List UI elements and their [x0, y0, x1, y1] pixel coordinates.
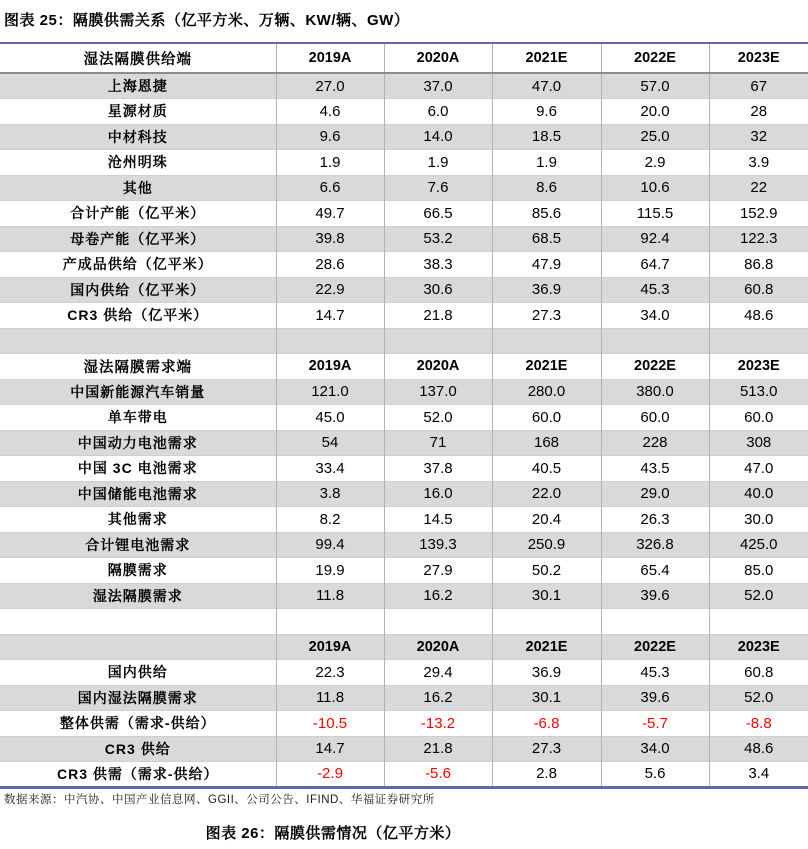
- spacer-cell: [601, 328, 709, 354]
- value-cell: 85.6: [492, 201, 601, 227]
- section-header-label: [0, 634, 276, 660]
- row-label: 沧州明珠: [0, 150, 276, 176]
- row-label: CR3 供需（需求-供给）: [0, 762, 276, 788]
- row-label: 隔膜需求: [0, 558, 276, 584]
- value-cell: 30.1: [492, 583, 601, 609]
- spacer-cell: [0, 609, 276, 635]
- value-cell: 29.4: [384, 660, 492, 686]
- value-cell: 39.6: [601, 583, 709, 609]
- row-label: 国内供给（亿平米）: [0, 277, 276, 303]
- value-cell: 30.0: [709, 507, 808, 533]
- value-cell: 65.4: [601, 558, 709, 584]
- value-cell: 53.2: [384, 226, 492, 252]
- value-cell: 8.2: [276, 507, 384, 533]
- value-cell: 308: [709, 430, 808, 456]
- value-cell: 45.3: [601, 660, 709, 686]
- figure-26-title: 图表 26：隔膜供需情况（亿平方米）: [205, 825, 461, 842]
- value-cell: 19.9: [276, 558, 384, 584]
- column-header: 2020A: [384, 43, 492, 73]
- section-header-label: 湿法隔膜需求端: [0, 354, 276, 380]
- value-cell: 513.0: [709, 379, 808, 405]
- row-label: 星源材质: [0, 99, 276, 125]
- value-cell: 45.3: [601, 277, 709, 303]
- value-cell: 86.8: [709, 252, 808, 278]
- value-cell: 39.6: [601, 685, 709, 711]
- data-source-footer: 数据来源：中汽协、中国产业信息网、GGII、公司公告、IFIND、华福证券研究所: [4, 794, 435, 806]
- value-cell: 57.0: [601, 73, 709, 99]
- value-cell: 21.8: [384, 303, 492, 329]
- table-row: [0, 226, 808, 252]
- column-header: 2022E: [601, 43, 709, 73]
- spacer-cell: [276, 328, 384, 354]
- column-header: 2023E: [709, 634, 808, 660]
- value-cell: 4.6: [276, 99, 384, 125]
- table-row: [0, 150, 808, 176]
- value-cell: 22.9: [276, 277, 384, 303]
- value-cell: 10.6: [601, 175, 709, 201]
- value-cell: 40.0: [709, 481, 808, 507]
- value-cell: 168: [492, 430, 601, 456]
- column-header: 2019A: [276, 634, 384, 660]
- row-label: 中材科技: [0, 124, 276, 150]
- value-cell: 20.0: [601, 99, 709, 125]
- value-cell: 25.0: [601, 124, 709, 150]
- column-header: 2020A: [384, 634, 492, 660]
- section-header-label: 湿法隔膜供给端: [0, 43, 276, 73]
- value-cell: 27.9: [384, 558, 492, 584]
- table-row: [0, 73, 808, 99]
- row-label: 国内湿法隔膜需求: [0, 685, 276, 711]
- table-row: [0, 201, 808, 227]
- row-label: 上海恩捷: [0, 73, 276, 99]
- column-header: 2022E: [601, 634, 709, 660]
- table-row: [0, 558, 808, 584]
- value-cell: 11.8: [276, 685, 384, 711]
- value-cell: 121.0: [276, 379, 384, 405]
- table-row: [0, 660, 808, 686]
- value-cell: 67: [709, 73, 808, 99]
- value-cell: 50.2: [492, 558, 601, 584]
- value-cell: -5.6: [384, 762, 492, 788]
- value-cell: 1.9: [276, 150, 384, 176]
- value-cell: -10.5: [276, 711, 384, 737]
- value-cell: 1.9: [492, 150, 601, 176]
- value-cell: 28: [709, 99, 808, 125]
- row-label: 合计产能（亿平米）: [0, 201, 276, 227]
- row-label: CR3 供给（亿平米）: [0, 303, 276, 329]
- value-cell: 48.6: [709, 736, 808, 762]
- row-label: 其他需求: [0, 507, 276, 533]
- value-cell: 47.0: [492, 73, 601, 99]
- table-row: [0, 507, 808, 533]
- figure-25-title: 图表 25：隔膜供需关系（亿平方米、万辆、KW/辆、GW）: [4, 12, 410, 29]
- row-label: 合计锂电池需求: [0, 532, 276, 558]
- row-label: CR3 供给: [0, 736, 276, 762]
- spacer-cell: [709, 328, 808, 354]
- value-cell: 52.0: [384, 405, 492, 431]
- value-cell: 38.3: [384, 252, 492, 278]
- value-cell: -6.8: [492, 711, 601, 737]
- value-cell: 48.6: [709, 303, 808, 329]
- value-cell: 22: [709, 175, 808, 201]
- column-header: 2022E: [601, 354, 709, 380]
- spacer-cell: [276, 609, 384, 635]
- value-cell: 16.2: [384, 685, 492, 711]
- value-cell: 30.1: [492, 685, 601, 711]
- row-label: 中国 3C 电池需求: [0, 456, 276, 482]
- section-header-row: [0, 43, 808, 73]
- value-cell: 3.9: [709, 150, 808, 176]
- value-cell: -8.8: [709, 711, 808, 737]
- value-cell: 64.7: [601, 252, 709, 278]
- column-header: 2021E: [492, 43, 601, 73]
- value-cell: 1.9: [384, 150, 492, 176]
- value-cell: 60.0: [709, 405, 808, 431]
- table-row: [0, 711, 808, 737]
- spacer-cell: [601, 609, 709, 635]
- value-cell: 68.5: [492, 226, 601, 252]
- value-cell: 30.6: [384, 277, 492, 303]
- value-cell: 36.9: [492, 277, 601, 303]
- value-cell: 37.8: [384, 456, 492, 482]
- value-cell: 5.6: [601, 762, 709, 788]
- row-label: 中国储能电池需求: [0, 481, 276, 507]
- table-row: [0, 99, 808, 125]
- value-cell: -13.2: [384, 711, 492, 737]
- value-cell: 34.0: [601, 303, 709, 329]
- value-cell: 20.4: [492, 507, 601, 533]
- table-row: [0, 736, 808, 762]
- value-cell: 139.3: [384, 532, 492, 558]
- column-header: 2019A: [276, 43, 384, 73]
- row-label: 湿法隔膜需求: [0, 583, 276, 609]
- value-cell: 52.0: [709, 583, 808, 609]
- value-cell: 16.2: [384, 583, 492, 609]
- value-cell: 36.9: [492, 660, 601, 686]
- value-cell: 250.9: [492, 532, 601, 558]
- table-row: [0, 303, 808, 329]
- row-label: 母卷产能（亿平米）: [0, 226, 276, 252]
- value-cell: 7.6: [384, 175, 492, 201]
- spacer-row: [0, 328, 808, 354]
- table-row: [0, 379, 808, 405]
- value-cell: 3.4: [709, 762, 808, 788]
- value-cell: 6.6: [276, 175, 384, 201]
- value-cell: 11.8: [276, 583, 384, 609]
- value-cell: 16.0: [384, 481, 492, 507]
- table-row: [0, 277, 808, 303]
- spacer-row: [0, 609, 808, 635]
- value-cell: 137.0: [384, 379, 492, 405]
- value-cell: 27.3: [492, 303, 601, 329]
- table-row: [0, 532, 808, 558]
- value-cell: 66.5: [384, 201, 492, 227]
- row-label: 其他: [0, 175, 276, 201]
- row-label: 整体供需（需求-供给）: [0, 711, 276, 737]
- value-cell: 32: [709, 124, 808, 150]
- value-cell: 60.0: [601, 405, 709, 431]
- spacer-cell: [492, 609, 601, 635]
- value-cell: 228: [601, 430, 709, 456]
- value-cell: 27.0: [276, 73, 384, 99]
- table-row: [0, 762, 808, 788]
- value-cell: 33.4: [276, 456, 384, 482]
- value-cell: 26.3: [601, 507, 709, 533]
- value-cell: 22.0: [492, 481, 601, 507]
- value-cell: 9.6: [276, 124, 384, 150]
- table-row: [0, 456, 808, 482]
- row-label: 中国动力电池需求: [0, 430, 276, 456]
- table-row: [0, 175, 808, 201]
- value-cell: 8.6: [492, 175, 601, 201]
- value-cell: 99.4: [276, 532, 384, 558]
- table-row: [0, 685, 808, 711]
- supply-demand-table-wrapper: [0, 42, 808, 789]
- value-cell: 28.6: [276, 252, 384, 278]
- value-cell: 2.8: [492, 762, 601, 788]
- value-cell: 326.8: [601, 532, 709, 558]
- value-cell: 39.8: [276, 226, 384, 252]
- value-cell: 425.0: [709, 532, 808, 558]
- value-cell: 34.0: [601, 736, 709, 762]
- table-row: [0, 405, 808, 431]
- value-cell: 14.7: [276, 303, 384, 329]
- value-cell: 22.3: [276, 660, 384, 686]
- value-cell: 60.8: [709, 277, 808, 303]
- value-cell: 40.5: [492, 456, 601, 482]
- table-row: [0, 481, 808, 507]
- value-cell: 27.3: [492, 736, 601, 762]
- value-cell: 380.0: [601, 379, 709, 405]
- column-header: 2023E: [709, 43, 808, 73]
- value-cell: 21.8: [384, 736, 492, 762]
- value-cell: 18.5: [492, 124, 601, 150]
- value-cell: 60.0: [492, 405, 601, 431]
- value-cell: 29.0: [601, 481, 709, 507]
- row-label: 单车带电: [0, 405, 276, 431]
- table-row: [0, 252, 808, 278]
- value-cell: 14.7: [276, 736, 384, 762]
- value-cell: 280.0: [492, 379, 601, 405]
- value-cell: 52.0: [709, 685, 808, 711]
- column-header: 2021E: [492, 354, 601, 380]
- spacer-cell: [709, 609, 808, 635]
- column-header: 2021E: [492, 634, 601, 660]
- value-cell: 9.6: [492, 99, 601, 125]
- value-cell: 14.5: [384, 507, 492, 533]
- section-header-row: [0, 354, 808, 380]
- value-cell: 47.9: [492, 252, 601, 278]
- value-cell: 45.0: [276, 405, 384, 431]
- value-cell: -5.7: [601, 711, 709, 737]
- value-cell: 60.8: [709, 660, 808, 686]
- value-cell: 49.7: [276, 201, 384, 227]
- section-header-row: [0, 634, 808, 660]
- value-cell: 54: [276, 430, 384, 456]
- spacer-cell: [492, 328, 601, 354]
- value-cell: 115.5: [601, 201, 709, 227]
- column-header: 2023E: [709, 354, 808, 380]
- value-cell: 47.0: [709, 456, 808, 482]
- column-header: 2019A: [276, 354, 384, 380]
- value-cell: -2.9: [276, 762, 384, 788]
- value-cell: 85.0: [709, 558, 808, 584]
- value-cell: 6.0: [384, 99, 492, 125]
- column-header: 2020A: [384, 354, 492, 380]
- value-cell: 3.8: [276, 481, 384, 507]
- row-label: 产成品供给（亿平米）: [0, 252, 276, 278]
- value-cell: 14.0: [384, 124, 492, 150]
- supply-demand-table: [0, 42, 808, 789]
- value-cell: 122.3: [709, 226, 808, 252]
- row-label: 中国新能源汽车销量: [0, 379, 276, 405]
- spacer-cell: [0, 328, 276, 354]
- table-row: [0, 430, 808, 456]
- table-row: [0, 124, 808, 150]
- value-cell: 92.4: [601, 226, 709, 252]
- value-cell: 152.9: [709, 201, 808, 227]
- row-label: 国内供给: [0, 660, 276, 686]
- value-cell: 2.9: [601, 150, 709, 176]
- value-cell: 43.5: [601, 456, 709, 482]
- spacer-cell: [384, 609, 492, 635]
- value-cell: 71: [384, 430, 492, 456]
- value-cell: 37.0: [384, 73, 492, 99]
- table-row: [0, 583, 808, 609]
- spacer-cell: [384, 328, 492, 354]
